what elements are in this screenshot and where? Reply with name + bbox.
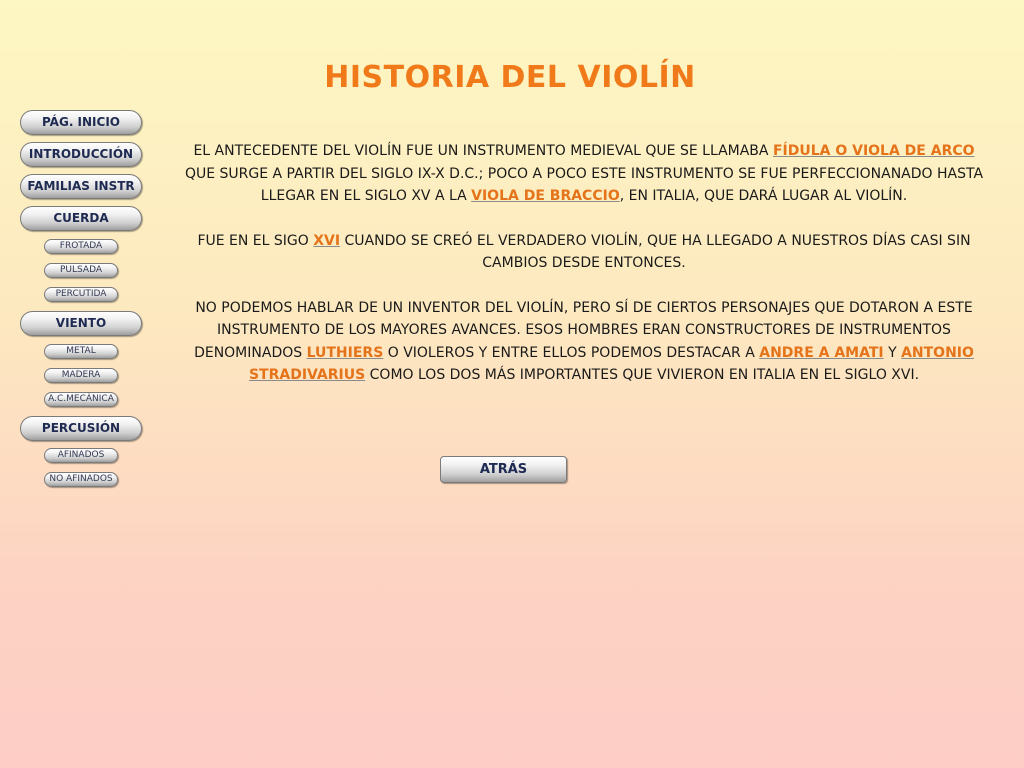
back-button[interactable]: ATRÁS bbox=[440, 456, 567, 483]
tuned-button[interactable]: AFINADOS bbox=[44, 448, 118, 463]
string-button[interactable]: CUERDA bbox=[20, 206, 142, 231]
struck-button[interactable]: PERCUTIDA bbox=[44, 287, 118, 302]
woodwind-button[interactable]: MADERA bbox=[44, 368, 118, 383]
percussion-button[interactable]: PERCUSIÓN bbox=[20, 416, 142, 441]
introduction-button[interactable]: INTRODUCCIÓN bbox=[20, 142, 142, 167]
page-title: HISTORIA DEL VIOLÍN bbox=[324, 60, 696, 95]
andre-amati-link[interactable]: ANDRE A AMATI bbox=[759, 344, 884, 361]
bowed-button[interactable]: FROTADA bbox=[44, 239, 118, 254]
viola-de-braccio-link[interactable]: VIOLA DE BRACCIO bbox=[471, 188, 620, 204]
plucked-button[interactable]: PULSADA bbox=[44, 263, 118, 278]
brass-button[interactable]: METAL bbox=[44, 344, 118, 359]
wind-button[interactable]: VIENTO bbox=[20, 311, 142, 336]
luthiers-link[interactable]: LUTHIERS bbox=[306, 344, 384, 361]
main-content bbox=[180, 140, 988, 409]
antonio-stradivarius-link[interactable]: ANTONIO STRADIVARIUS bbox=[248, 344, 974, 383]
paragraph-xvi-century: FUE EN EL SIGO XVI CUANDO SE CREÓ EL VERDADERO VIOLÍN, QUE HA LLEGADO A NUESTROS DÍAS CASI SIN CAMBIOS DESDE ENTONCES. bbox=[197, 232, 971, 271]
xvi-link[interactable]: XVI bbox=[313, 232, 341, 249]
mechanical-air-button[interactable]: A.C.MECÁNICA bbox=[44, 392, 118, 407]
paragraph-antecedent: EL ANTECEDENTE DEL VIOLÍN FUE UN INSTRUMENTO MEDIEVAL QUE SE LLAMABA FÍDULA O VIOLA DE ARCO QUE SURGE A PARTIR DEL SIGLO IX-X D.C.; POCO A POCO ESTE INSTRUMENTO SE FUE PERFECCIONANADO HASTA LLEGAR EN EL SIGLO XV A LA VIOLA DE BRACCIO, EN ITALIA, QUE DARÁ LUGAR AL VIOLÍN. bbox=[184, 143, 984, 204]
fidula-link[interactable]: FÍDULA O VIOLA DE ARCO bbox=[772, 143, 975, 159]
paragraph-luthiers: NO PODEMOS HABLAR DE UN INVENTOR DEL VIOLÍN, PERO SÍ DE CIERTOS PERSONAJES QUE DOTARON A ESTE INSTRUMENTO DE LOS MAYORES AVANCES. ESOS HOMBRES ERAN CONSTRUCTORES DE INSTRUMENTOS DENOMINADOS LUTHIERS O VIOLEROS Y ENTRE ELLOS PODEMOS DESTACAR A ANDRE A AMATI Y ANTONIO STRADIVARIUS COMO LOS DOS MÁS IMPORTANTES QUE VIVIERON EN ITALIA EN EL SIGLO XVI. bbox=[194, 299, 974, 383]
home-page-button[interactable]: PÁG. INICIO bbox=[20, 110, 142, 135]
untuned-button[interactable]: NO AFINADOS bbox=[44, 472, 118, 487]
instrument-families-button[interactable]: FAMILIAS INSTR bbox=[20, 174, 142, 199]
